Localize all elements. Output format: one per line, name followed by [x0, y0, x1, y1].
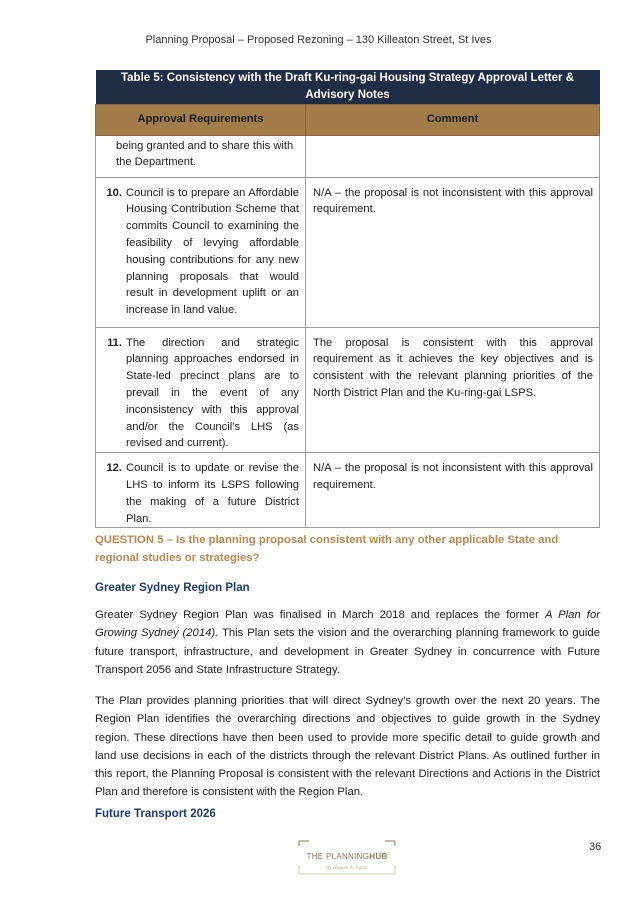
consistency-table	[95, 70, 600, 528]
section-heading-region-plan: Greater Sydney Region Plan	[95, 582, 250, 594]
table-row	[96, 453, 600, 528]
requirement-text: The direction and strategic planning approaches endorsed in State-led precinct plans are to prevail in the event of any inconsistency with this approval and/or the Council’s LHS (as revised and current).	[126, 336, 299, 450]
italic-title: A Plan for Growing Sydney (2014).	[95, 609, 600, 640]
table-caption: Table 5: Consistency with the Draft Ku-ring-gai Housing Strategy Approval Letter & Advisory Notes	[96, 70, 600, 104]
requirement-text: Council is to prepare an Affordable Housing Contribution Scheme that commits Council to examining the feasibility of levying affordable housing contributions for any new planning proposals that would result in development uplift or an increase in land value.	[126, 186, 299, 317]
logo-tagline: by Hawes & Swan	[326, 866, 368, 871]
requirement-text: Council is to update or revise the LHS to inform its LSPS following the making of a future District Plan.	[126, 462, 299, 525]
column-header-requirements: Approval Requirements	[96, 104, 306, 135]
column-header-comment: Comment	[306, 104, 600, 135]
table-row	[96, 135, 600, 177]
paragraph-region-plan-1: Greater Sydney Region Plan was finalised in March 2018 and replaces the former A Plan for Growing Sydney (2014). This Plan sets the vision and the overarching planning framework to guide future transport, infrastructure, and development in Greater Sydney in concurrence with Future Transport 2056 and State Infrastructure Strategy.	[95, 609, 600, 676]
planning-hub-logo	[297, 840, 397, 876]
comment-text: The proposal is consistent with this approval requirement as it achieves the key objectives and is consistent with the relevant planning priorities of the North District Plan and the Ku-ring-gai LSPS.	[313, 336, 593, 399]
requirement-number: 12.	[106, 462, 122, 475]
comment-text	[306, 136, 599, 138]
question-5-heading: QUESTION 5 – Is the planning proposal consistent with any other applicable State and regional studies or strategies?	[95, 534, 559, 564]
page-header: Planning Proposal – Proposed Rezoning – 130 Killeaton Street, St Ives	[145, 34, 492, 46]
requirement-number: 10.	[106, 186, 122, 199]
section-heading-future-transport: Future Transport 2026	[95, 808, 216, 820]
paragraph-region-plan-2: The Plan provides planning priorities that will direct Sydney’s growth over the next 20 years. The Region Plan identifies the overarching directions and objectives to guide growth in the Sydney region. These directions have then been used to provide more specific detail to guide growth and land use decisions in each of the districts through the relevant District Plans. As outlined further in this report, the Planning Proposal is consistent with the relevant Directions and Actions in the District Plan and therefore is consistent with the Region Plan.	[95, 695, 600, 799]
page-number: 36	[589, 841, 602, 853]
comment-text: N/A – the proposal is not inconsistent with this approval requirement.	[313, 186, 593, 216]
requirement-text: being granted and to share this with the Department.	[116, 139, 294, 169]
comment-text: N/A – the proposal is not inconsistent with this approval requirement.	[313, 462, 593, 491]
table-row	[96, 177, 600, 327]
logo-wordmark: THE PLANNINGHUB	[306, 852, 388, 861]
table-row	[96, 327, 600, 453]
requirement-number: 11.	[107, 336, 122, 349]
